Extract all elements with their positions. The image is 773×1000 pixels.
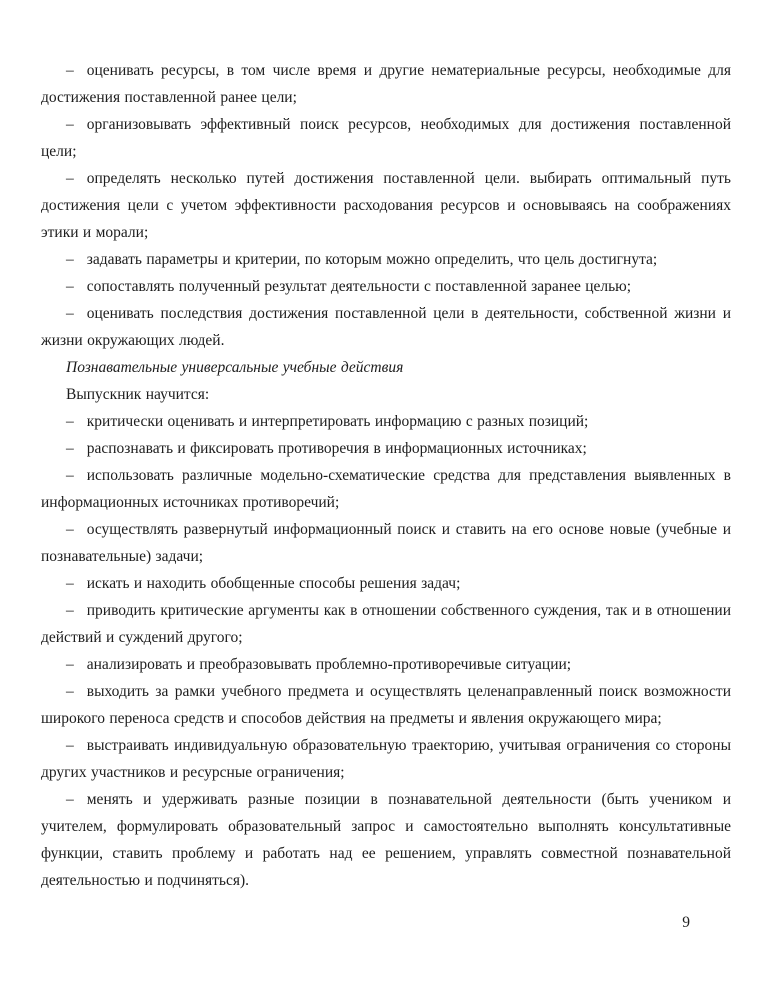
list-item-text: выстраивать индивидуальную образовательную траекторию, учитывая ограничения со стороны других участников и ресурсные ограничения; (41, 737, 731, 781)
list-item (41, 273, 731, 300)
bullet-dash: – (66, 737, 74, 754)
bullet-dash: – (66, 521, 74, 538)
list-item (41, 408, 731, 435)
list-item (41, 246, 731, 273)
bullet-dash: – (66, 170, 74, 187)
lead-in-line: Выпускник научится: (66, 386, 210, 403)
list-item-text: выходить за рамки учебного предмета и осуществлять целенаправленный поиск возможности широкого переноса средств и способов действия на предметы и явления окружающего мира; (41, 683, 731, 727)
list-item-text: распознавать и фиксировать противоречия в информационных источниках; (86, 440, 587, 457)
list-item (41, 597, 731, 651)
section-heading: Познавательные универсальные учебные действия (66, 359, 404, 376)
bullet-dash: – (66, 305, 74, 322)
bullet-dash: – (66, 440, 74, 457)
list-item (41, 651, 731, 678)
list-item-text: приводить критические аргументы как в отношении собственного суждения, так и в отношении действий и суждений другого; (41, 602, 731, 646)
bullet-dash: – (66, 116, 74, 133)
list-item-text: определять несколько путей достижения поставленной цели. выбирать оптимальный путь достижения цели с учетом эффективности расходования ресурсов и основываясь на соображениях этики и морали; (41, 170, 731, 241)
list-item-text: критически оценивать и интерпретировать информацию с разных позиций; (86, 413, 589, 430)
list-item-text: оценивать последствия достижения поставленной цели в деятельности, собственной жизни и жизни окружающих людей. (41, 305, 731, 349)
list-item (41, 57, 731, 111)
list-item (41, 462, 731, 516)
list-item-text: осуществлять развернутый информационный поиск и ставить на его основе новые (учебные и познавательные) задачи; (41, 521, 731, 565)
bullet-dash: – (66, 683, 74, 700)
bullet-dash: – (66, 602, 74, 619)
list-item (41, 516, 731, 570)
list-item (41, 732, 731, 786)
bullet-dash: – (66, 251, 74, 268)
list-item (41, 678, 731, 732)
list-item-text: менять и удерживать разные позиции в познавательной деятельности (быть учеником и учителем, формулировать образовательный запрос и самостоятельно выполнять консультативные функции, ставить проблему и работать над ее решением, управлять совместной познавательной деятельностью и подчиняться). (41, 791, 731, 889)
list-item (41, 786, 731, 894)
text-content (41, 57, 731, 894)
list-item-text: использовать различные модельно-схематические средства для представления выявленных в информационных источниках противоречий; (41, 467, 731, 511)
list-item (41, 300, 731, 354)
list-item-text: анализировать и преобразовывать проблемно-противоречивые ситуации; (86, 656, 572, 673)
list-item (41, 570, 731, 597)
bullet-dash: – (66, 413, 74, 430)
list-item (41, 165, 731, 246)
list-item-text: искать и находить обобщенные способы решения задач; (86, 575, 461, 592)
bullet-dash: – (66, 575, 74, 592)
bullet-dash: – (66, 656, 74, 673)
list-item (41, 111, 731, 165)
bullet-dash: – (66, 791, 74, 808)
bullet-dash: – (66, 467, 74, 484)
list-item-text: оценивать ресурсы, в том числе время и другие нематериальные ресурсы, необходимые для достижения поставленной ранее цели; (41, 62, 731, 106)
list-item-text: сопоставлять полученный результат деятельности с поставленной заранее целью; (86, 278, 632, 295)
list-item (41, 435, 731, 462)
page-number: 9 (682, 914, 690, 931)
list-item-text: задавать параметры и критерии, по которым можно определить, что цель достигнута; (86, 251, 658, 268)
list-item-text: организовывать эффективный поиск ресурсов, необходимых для достижения поставленной цели; (41, 116, 731, 160)
bullet-dash: – (66, 62, 74, 79)
bullet-dash: – (66, 278, 74, 295)
